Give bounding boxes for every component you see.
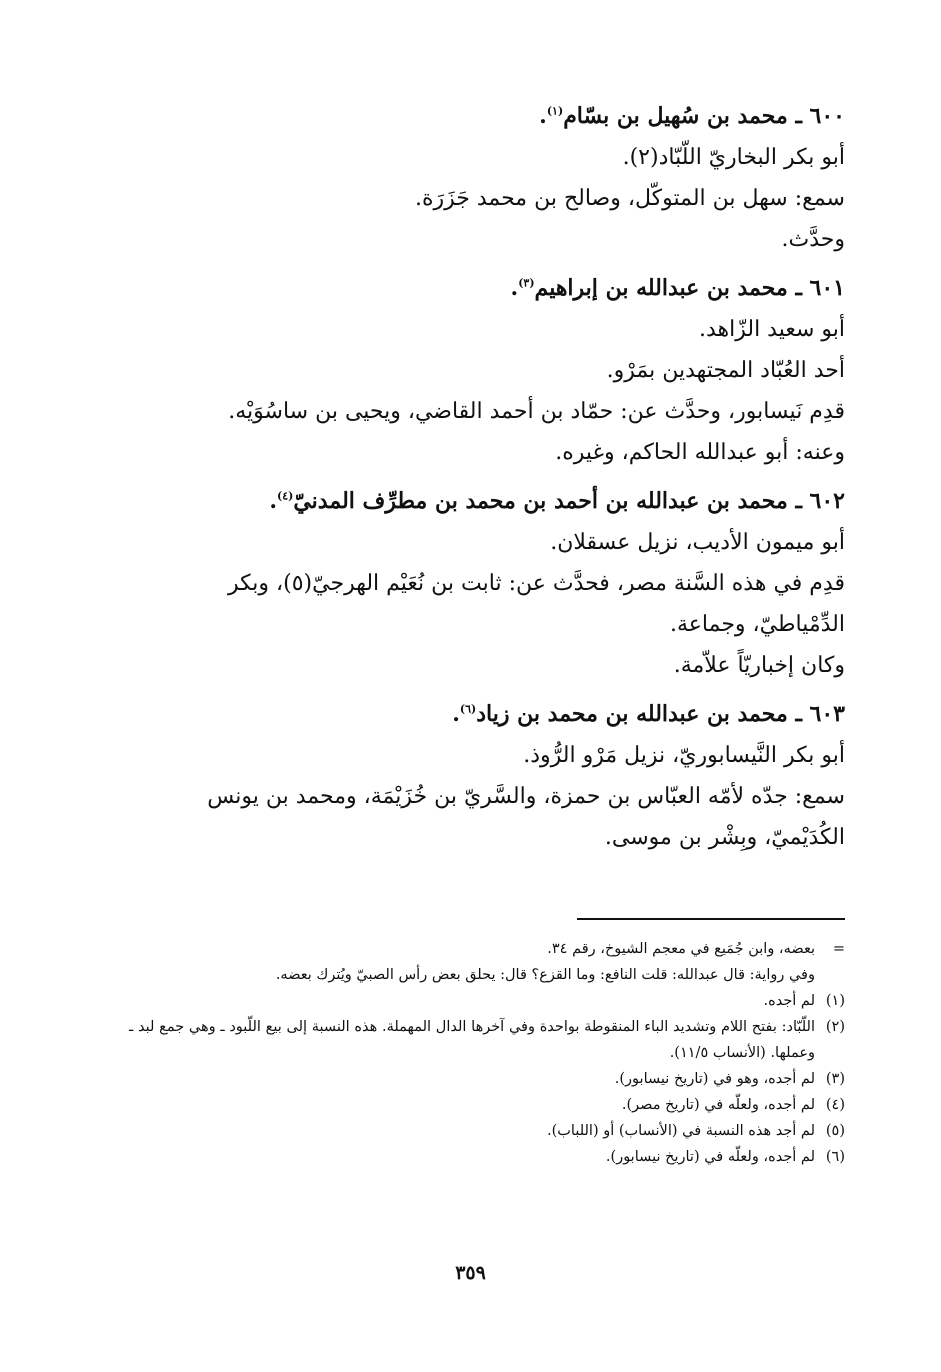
entry-heading [129, 268, 845, 309]
footnote-ref: (٣) [518, 276, 535, 290]
entry-line: أبو بكر النَّيسابوريّ، نزيل مَرْو الرُّوذ. [523, 743, 845, 768]
footnote-text: اللّبّاد: بفتح اللام وتشديد الباء المنقوطة بواحدة وفي آخرها الدال المهملة. هذه النسبة إلى بيع اللّبود ـ وهي جمع لبد ـ وعملها. (الأنساب ١١/٥). [129, 1019, 815, 1061]
footnote-mark: = [832, 941, 845, 957]
entry-line: أبو بكر البخاريّ اللّبّاد(٢). [622, 145, 845, 170]
footnote [129, 936, 845, 962]
entry-heading-end: . [539, 103, 547, 129]
entry-602 [129, 481, 845, 686]
footnote-divider [577, 918, 845, 920]
footnote-mark [815, 962, 845, 988]
footnote-text: لم أجد هذه النسبة في (الأنساب) أو (اللباب). [546, 1123, 815, 1139]
entry-name: محمد بن سُهيل بن بسّام [563, 103, 788, 129]
footnote-mark: (٤) [825, 1097, 845, 1113]
footnote-text: لم أجده، ولعلّه في (تاريخ نيسابور). [605, 1149, 815, 1165]
entry-heading [129, 694, 845, 735]
footnote-ref: (٦) [459, 702, 477, 716]
footnote [129, 1066, 845, 1092]
footnote [129, 988, 845, 1014]
footnote-text: لم أجده. [763, 993, 815, 1009]
entry-heading [129, 481, 845, 522]
entry-line: وعنه: أبو عبدالله الحاكم، وغيره. [555, 440, 845, 465]
footnote-mark: (٥) [825, 1123, 845, 1139]
entry-600 [129, 96, 845, 260]
footnote-text: لم أجده، وهو في (تاريخ نيسابور). [614, 1071, 815, 1087]
entry-601 [129, 268, 845, 473]
page-number: ٣٥٩ [455, 1262, 486, 1284]
entry-name: محمد بن عبدالله بن إبراهيم [534, 275, 788, 301]
entry-line: سمع: سهل بن المتوكّل، وصالح بن محمد جَزَرَة. [414, 186, 845, 211]
footnote [129, 1092, 845, 1118]
footnote-ref: (١) [546, 104, 564, 118]
main-text [129, 96, 845, 866]
footnote-mark: (٢) [825, 1019, 845, 1035]
footnote-mark: (٣) [825, 1071, 845, 1087]
entry-heading-end: . [452, 701, 460, 727]
entry-line: قدِم في هذه السَّنة مصر، فحدَّث عن: ثابت بن نُعَيْم الهرجيّ(٥)، وبكر الدِّمْياطيّ، وجماعة. [228, 571, 845, 637]
footnote [129, 1118, 845, 1144]
entry-name: محمد بن عبدالله بن محمد بن زياد [476, 701, 788, 727]
footnote-ref: (٤) [276, 489, 294, 503]
entry-heading [129, 96, 845, 137]
entry-name: محمد بن عبدالله بن أحمد بن محمد بن مطرِّف المدنيّ [293, 488, 788, 514]
entry-heading-end: . [269, 488, 277, 514]
footnote [129, 962, 845, 988]
footnote-text: بعضه، وابن جُمَيع في معجم الشيوخ، رقم ٣٤. [547, 941, 815, 957]
footnote [129, 1144, 845, 1170]
entry-line: قدِم نَيسابور، وحدَّث عن: حمّاد بن أحمد القاضي، ويحيى بن ساسُوَيْه. [228, 399, 845, 424]
footnote-text: لم أجده، ولعلّه في (تاريخ مصر). [621, 1097, 815, 1113]
entry-603 [129, 694, 845, 858]
entry-number: ٦٠٠ ـ [795, 103, 845, 129]
entry-line: أبو سعيد الزّاهد. [698, 317, 845, 342]
entry-heading-end: . [510, 275, 519, 301]
entry-line: أبو ميمون الأديب، نزيل عسقلان. [550, 530, 845, 555]
entry-line: سمع: جدّه لأمّه العبّاس بن حمزة، والسَّريّ بن خُزَيْمَة، ومحمد بن يونس الكُدَيْميّ، وبِشْر بن موسى. [207, 784, 845, 850]
entry-number: ٦٠٢ ـ [795, 488, 845, 514]
entry-number: ٦٠١ ـ [795, 275, 845, 301]
footnotes [129, 936, 845, 1170]
footnote-text: وفي رواية: قال عبدالله: قلت النافع: وما القزع؟ قال: يحلق بعض رأس الصبيّ ويُترك بعضه. [275, 967, 815, 983]
footnote [129, 1014, 845, 1066]
footnote-mark: (١) [825, 993, 845, 1009]
entry-number: ٦٠٣ ـ [795, 701, 845, 727]
entry-line: وحدَّث. [781, 227, 845, 252]
entry-line: وكان إخباريّاً علاّمة. [673, 653, 845, 678]
footnote-mark: (٦) [825, 1149, 845, 1165]
entry-line: أحد العُبّاد المجتهدين بمَرْو. [606, 358, 845, 383]
